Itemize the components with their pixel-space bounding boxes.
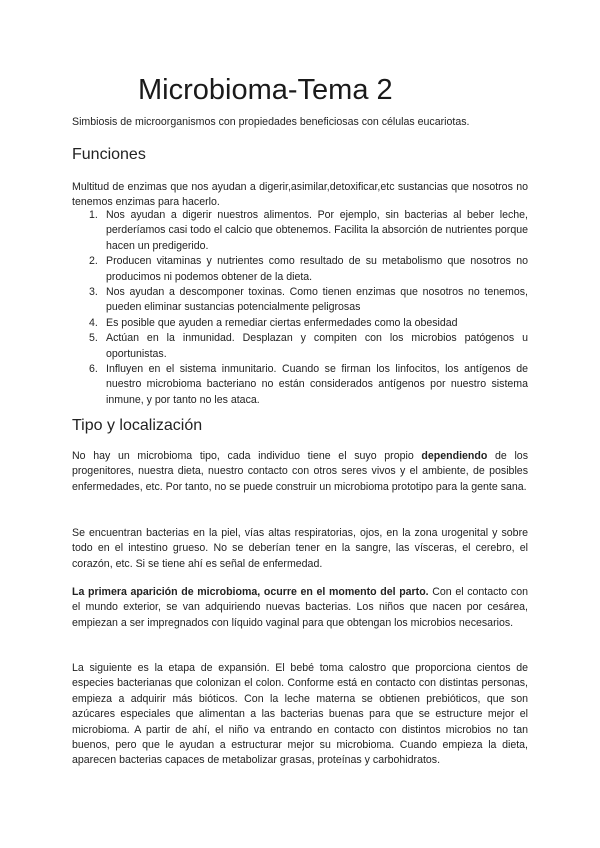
list-number: 5. [89,332,98,345]
list-text: Nos ayudan a descomponer toxinas. Como tienen enzimas que nosotros no tenemos, pueden eliminar sustancias potencialmente peligrosas [106,286,528,314]
list-item [72,254,528,285]
bold-text: La primera aparición de microbioma, ocurre en el momento del parto. [72,586,429,598]
funciones-intro: Multitud de enzimas que nos ayudan a digerir,asimilar,detoxificar,etc sustancias que nosotros no tenemos enzimas para hacerlo. [72,181,528,209]
funciones-list [72,208,528,408]
heading-tipo-localizacion: Tipo y localización [72,417,203,434]
list-number: 6. [89,363,98,376]
list-text: Nos ayudan a digerir nuestros alimentos. Por ejemplo, sin bacterias al beber leche, perderíamos casi todo el calcio que obtenemos. Facilita la absorción de nutrientes porque hacen un predigerido. [106,209,528,252]
bold-text: dependiendo [421,450,488,462]
list-item [72,208,528,254]
list-number: 4. [89,316,98,329]
paragraph-primera-aparicion [72,585,528,631]
list-item [72,285,528,316]
paragraph-localizacion: Se encuentran bacterias en la piel, vías altas respiratorias, ojos, en la zona urogenital y sobre todo en el intestino grueso. No se deberían tener en la sangre, las vísceras, el cerebro, el corazón, etc. Si se tiene ahí es señal de enfermedad. [72,527,528,570]
list-text: Influyen en el sistema inmunitario. Cuando se firman los linfocitos, los antígenos de nuestro microbioma bacteriano no están considerados antígenos por nuestro sistema inmune, y por tanto no les ataca. [106,363,528,406]
list-item [72,316,528,331]
list-text: Producen vitaminas y nutrientes como resultado de su metabolismo que nosotros no producimos ni podemos obtener de la dieta. [106,255,528,283]
list-item [72,362,528,408]
paragraph-text: No hay un microbioma tipo, cada individuo tiene el suyo propio [72,450,422,462]
list-text: Es posible que ayuden a remediar ciertas enfermedades como la obesidad [106,316,458,329]
list-text: Actúan en la inmunidad. Desplazan y compiten con los microbios patógenos u oportunistas. [106,332,528,360]
list-number: 1. [89,209,98,221]
list-number: 3. [89,286,98,299]
page-title: Microbioma-Tema 2 [138,74,393,106]
page-subtitle: Simbiosis de microorganismos con propiedades beneficiosas con células eucariotas. [72,116,470,128]
heading-funciones: Funciones [72,146,146,163]
paragraph-expansion: La siguiente es la etapa de expansión. El bebé toma calostro que proporciona cientos de especies bacterianas que colonizan el colon. Conforme está en contacto con distintas personas, empieza a adquirir más bióticos. Con la leche materna se obtienen prebióticos, que son azúcares especiales que alimentan a las bacterias buenas para que se estructure mejor el microbioma. A partir de ahí, el niño va entrando en contacto con distintos microbios no tan buenos, pero que le ayudan a estructurar mejor su microbioma. Cuando empieza la dieta, aparecen bacterias capaces de metabolizar grasas, proteínas y carbohidratos. [72,662,528,767]
paragraph-tipo [72,449,528,495]
list-number: 2. [89,255,98,268]
paragraph-text: de los progenitores, nuestra dieta, nuestro contacto con otros seres vivos y el ambiente, de posibles enfermedades, etc. Por tanto, no se puede construir un microbioma prototipo para la gente sana. [72,450,528,493]
list-item [72,331,528,362]
paragraph-text: Con el contacto con el mundo exterior, se van adquiriendo nuevas bacterias. Los niños que nacen por cesárea, empiezan a ser impregnados con líquido vaginal para que obtengan los microbios necesarios. [72,586,528,629]
